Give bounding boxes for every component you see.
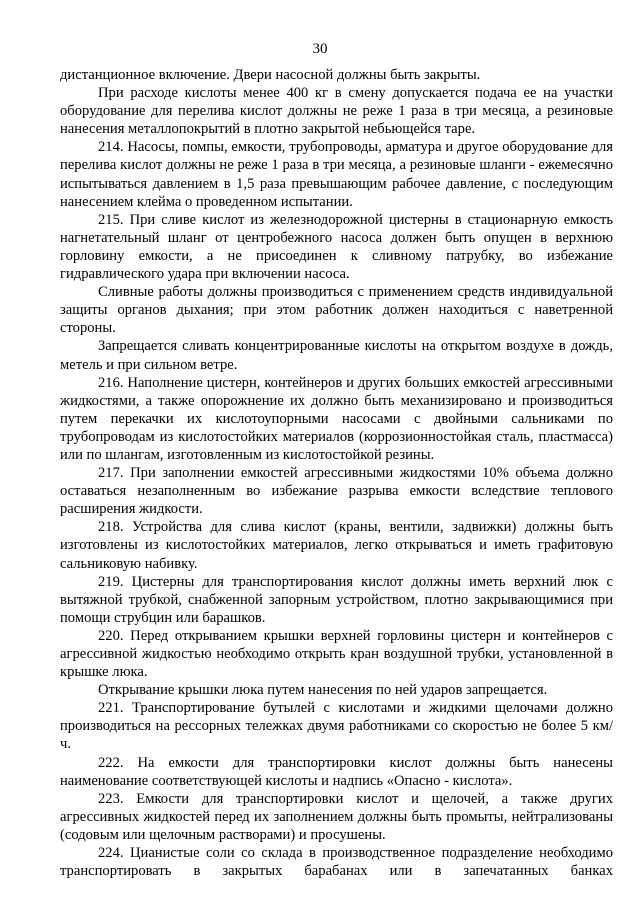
page-number: 30 — [312, 41, 328, 57]
paragraph-hatch-opening: Открывание крышки люка путем нанесения по ней ударов запрещается. — [98, 682, 548, 699]
paragraph-224: 224. Цианистые соли со склада в производственное подразделение необходимо транспортировать в закрытых барабанах или в запечатанных банках — [60, 845, 613, 880]
paragraph-221: 221. Транспортирование бутылей с кислотами и жидкими щелочами должно производиться на рессорных тележках двумя работниками со скоростью не более 5 км/ч. — [60, 700, 613, 753]
paragraph-214: 214. Насосы, помпы, емкости, трубопроводы, арматура и другое оборудование для перелива кислот должны не реже 1 раза в три месяца, а резиновые шланги - ежемесячно испытываться давлением в 1,5 раза превышающим рабочее давление, с последующим нанесением клейма о проведенном испытании. — [60, 139, 613, 210]
paragraph-219: 219. Цистерны для транспортирования кислот должны иметь верхний люк с вытяжной трубкой, снабженной запорным устройством, плотно закрывающимися при помощи струбцин или барашков. — [60, 573, 613, 626]
paragraph-216: 216. Наполнение цистерн, контейнеров и других больших емкостей агрессивными жидкостями, а также опорожнение их должно быть механизировано и производиться путем перекачки их кислотоупорными насосами с двойными сальниками по трубопроводам из кислотостойких материалов (коррозионностойкая сталь, пластмасса) или по шлангам, изготовленным из кислотостойкой резины. — [60, 374, 613, 463]
text-body — [60, 66, 613, 880]
paragraph-continuation: дистанционное включение. Двери насосной должны быть закрыты. — [60, 67, 481, 83]
paragraph-215: 215. При сливе кислот из железнодорожной цистерны в стационарную емкость нагнетательный шланг от центробежного насоса должен быть опущен в верхнюю горловину емкости, а не присоединен к сливному патрубку, во избежание гидравлического удара при включении насоса. — [60, 211, 613, 283]
paragraph-217: 217. При заполнении емкостей агрессивными жидкостями 10% объема должно оставаться незаполненным во избежание разрыва емкости вследствие теплового расширения жидкости. — [60, 465, 613, 518]
paragraph-218: 218. Устройства для слива кислот (краны, вентили, задвижки) должны быть изготовлены из кислотостойких материалов, легко открываться и иметь графитовую сальниковую набивку. — [60, 519, 613, 572]
paragraph-acid-consumption: При расходе кислоты менее 400 кг в смену допускается подача ее на участки оборудование для перелива кислот должны не реже 1 раза в три месяца, а резиновые нанесения металлопокрытий в плотно закрытой небьющейся таре. — [60, 85, 613, 138]
paragraph-223: 223. Емкости для транспортировки кислот и щелочей, а также других агрессивных жидкостей перед их заполнением должны быть промыты, нейтрализованы (содовым или щелочным растворами) и просушены. — [60, 790, 613, 843]
paragraph-220: 220. Перед открыванием крышки верхней горловины цистерн и контейнеров с агрессивной жидкостью необходимо открыть кран воздушной трубки, установленной в крышке люка. — [60, 627, 613, 681]
paragraph-drain-works: Сливные работы должны производиться с применением средств индивидуальной защиты органов дыхания; при этом работник должен находиться с наветренной стороны. — [60, 284, 613, 337]
paragraph-222: 222. На емкости для транспортировки кислот должны быть нанесены наименование соответствующей кислоты и надпись «Опасно - кислота». — [60, 754, 613, 789]
paragraph-outdoor-prohibition: Запрещается сливать концентрированные кислоты на открытом воздухе в дождь, метель и при сильном ветре. — [60, 338, 613, 373]
